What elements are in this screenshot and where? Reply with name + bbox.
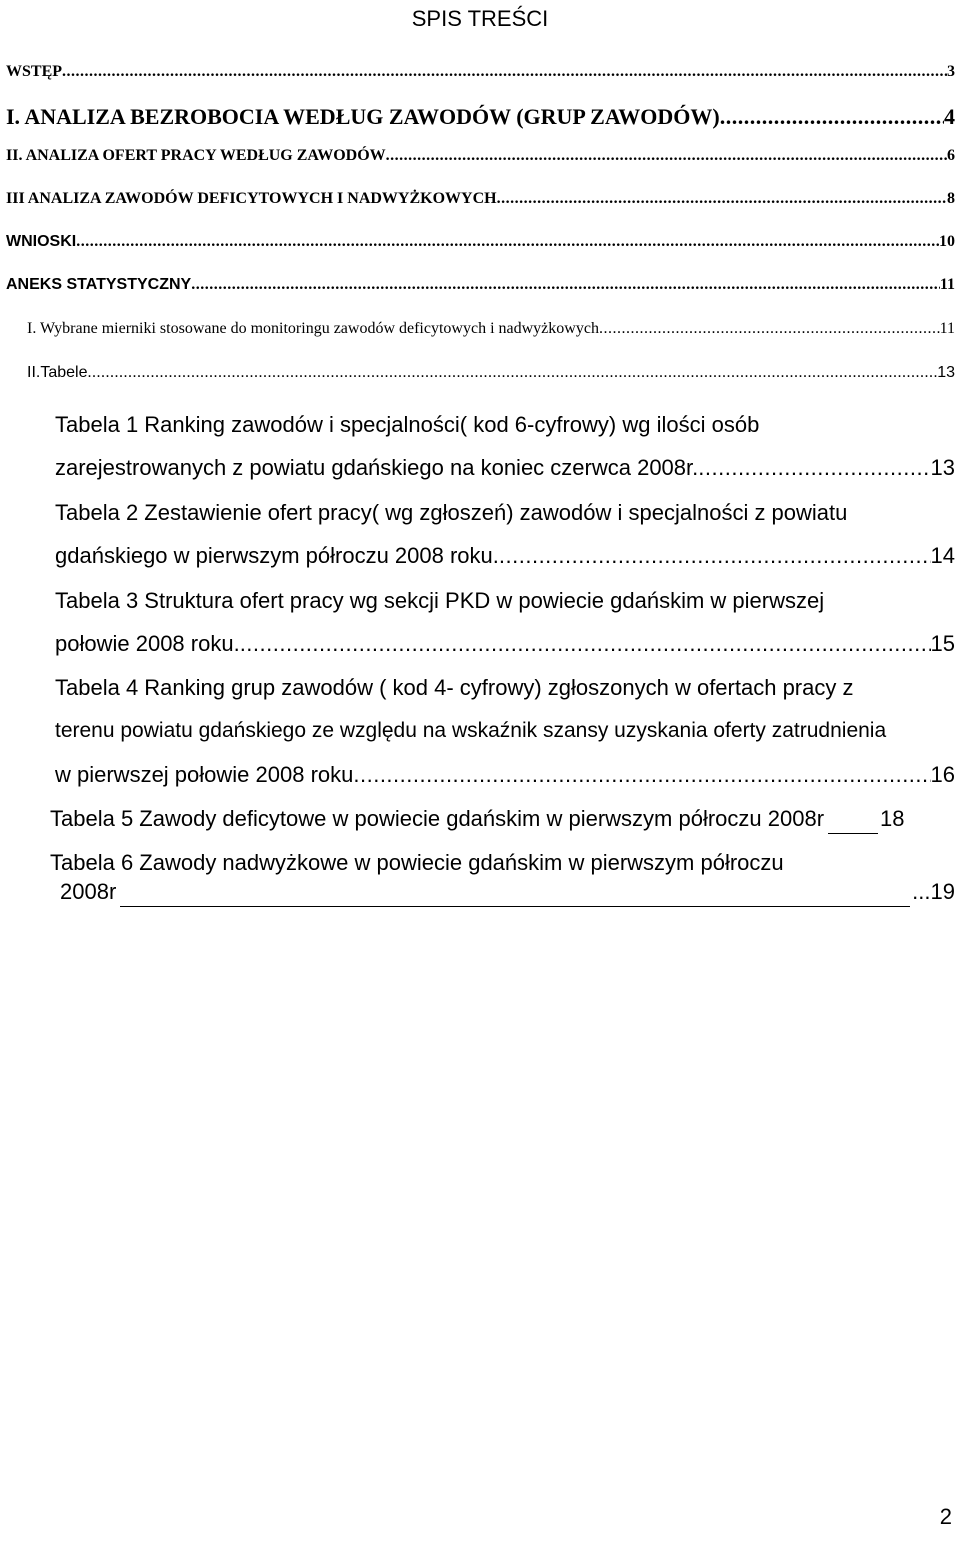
toc-leader <box>698 453 930 483</box>
toc-page-number: 15 <box>930 631 955 656</box>
toc-entry-text: w pierwszej połowie 2008 roku <box>55 762 354 787</box>
toc-entry-text: WSTĘP <box>6 63 63 80</box>
toc-entry-line <box>55 498 955 528</box>
page-title: SPIS TREŚCI <box>411 6 549 31</box>
toc-entry-text: II.Tabele <box>27 364 88 381</box>
toc-entry-text: Tabela 6 Zawody nadwyżkowe w powiecie gdańskim w pierwszym półroczu <box>50 850 784 875</box>
toc-leader <box>497 190 947 208</box>
toc-page-number: 6 <box>947 147 955 164</box>
toc-entry-mierniki[interactable] <box>27 320 955 350</box>
toc-entry-text: 2008r <box>60 879 117 904</box>
toc-leader <box>828 826 878 834</box>
toc-entry-text: WNIOSKI <box>6 233 77 250</box>
page-number-footer: 2 <box>939 1504 952 1529</box>
toc-entry-wnioski[interactable] <box>6 233 955 263</box>
toc-leader <box>120 899 910 907</box>
toc-page-number: 13 <box>937 364 955 381</box>
toc-entry-text: I. Wybrane mierniki stosowane do monitoringu zawodów deficytowych i nadwyżkowych <box>27 320 599 337</box>
toc-entry-analiza-bezrobocia[interactable] <box>6 104 955 134</box>
toc-entry-text: Tabela 4 Ranking grup zawodów ( kod 4- cyfrowy) zgłoszonych w ofertach pracy z <box>55 675 854 700</box>
toc-page-number: 11 <box>939 320 955 337</box>
toc-entry-text: Tabela 3 Struktura ofert pracy wg sekcji PKD w powiecie gdańskim w pierwszej <box>55 588 825 613</box>
toc-entry-line <box>60 877 955 907</box>
toc-entry-text: III ANALIZA ZAWODÓW DEFICYTOWYCH I NADWYŻKOWYCH <box>6 190 497 207</box>
toc-entry-text: terenu powiatu gdańskiego ze względu na wskaźnik szansy uzyskania oferty zatrudnienia <box>55 719 887 742</box>
toc-entry-line <box>50 804 954 834</box>
toc-entry-text: Tabela 2 Zestawienie ofert pracy( wg zgłoszeń) zawodów i specjalności z powiatu <box>55 500 848 525</box>
toc-page-number: 14 <box>930 543 955 568</box>
toc-entry-line <box>55 586 955 616</box>
toc-page-number: 16 <box>930 762 955 787</box>
toc-entry-text: II. ANALIZA OFERT PRACY WEDŁUG ZAWODÓW <box>6 147 386 164</box>
toc-entry-text: I. ANALIZA BEZROBOCIA WEDŁUG ZAWODÓW (GRUP ZAWODÓW) <box>6 104 720 129</box>
toc-entry-line <box>55 716 960 746</box>
toc-entry-zawody-deficytowe[interactable] <box>6 190 955 220</box>
toc-leader <box>76 233 939 251</box>
toc-entry-tabele[interactable] <box>27 364 955 394</box>
toc-leader <box>386 147 947 165</box>
toc-entry-text: Tabela 1 Ranking zawodów i specjalności( kod 6-cyfrowy) wg ilości osób <box>55 412 760 437</box>
toc-entry-wstep[interactable] <box>6 63 955 93</box>
toc-page-number: 8 <box>947 190 955 207</box>
toc-entry-analiza-ofert[interactable] <box>6 147 955 177</box>
toc-entry-line <box>55 629 955 659</box>
toc-page-number: 13 <box>930 455 955 480</box>
toc-page-number: 3 <box>947 63 955 80</box>
toc-entry-text: Tabela 5 Zawody deficytowe w powiecie gdańskim w pierwszym półroczu 2008r <box>50 806 825 831</box>
toc-leader <box>87 364 937 382</box>
toc-page-number: 4 <box>944 104 955 129</box>
toc-entry-text: zarejestrowanych z powiatu gdańskiego na koniec czerwca 2008r. <box>55 455 699 480</box>
toc-leader <box>62 63 947 81</box>
toc-entry-line <box>55 673 955 703</box>
toc-page-number-prefixed: ...19 <box>912 879 955 904</box>
toc-leader <box>720 104 944 130</box>
toc-entry-line <box>55 541 955 571</box>
toc-leader <box>599 320 940 338</box>
toc-page-number: 19 <box>930 879 955 904</box>
toc-entry-text: gdańskiego w pierwszym półroczu 2008 roku. <box>55 543 499 568</box>
toc-page-number: 10 <box>939 233 955 250</box>
toc-page-number: 11 <box>939 276 955 293</box>
toc-entry-line <box>55 410 955 440</box>
toc-page-number: 18 <box>880 806 905 831</box>
toc-entry-text: połowie 2008 roku. <box>55 631 240 656</box>
toc-leader <box>191 276 940 294</box>
toc-leader <box>353 760 930 790</box>
toc-leader <box>240 629 931 659</box>
toc-entry-line <box>50 848 950 878</box>
toc-entry-line <box>55 453 955 483</box>
toc-entry-text: ANEKS STATYSTYCZNY <box>6 276 192 293</box>
toc-leader <box>499 541 931 571</box>
toc-entry-aneks[interactable] <box>6 276 955 306</box>
toc-entry-line <box>55 760 955 790</box>
